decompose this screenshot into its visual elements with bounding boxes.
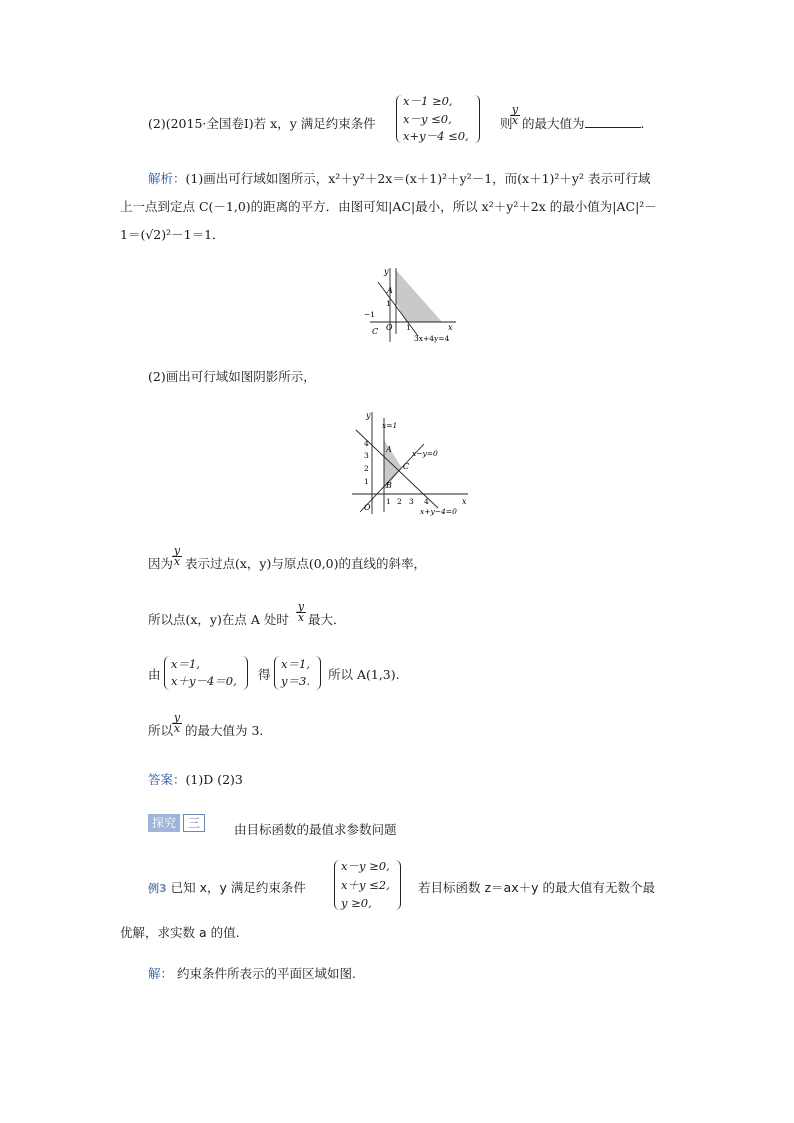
figure-2 (346, 408, 474, 518)
frac-num: y (297, 600, 305, 613)
label-O: O (386, 323, 393, 332)
section-badge-number: 三 (183, 814, 205, 832)
frac-den: x (511, 114, 519, 127)
solution-line-3: 1＝(√2)²－1＝1． (120, 227, 225, 242)
solution-3 (148, 966, 356, 982)
max-pre: 所以 (148, 723, 174, 738)
answer-text: (1)D (2)3 (185, 772, 243, 787)
solve-pre: 由 (148, 667, 161, 682)
fig2-label-B: B (386, 481, 392, 490)
reason-2-fraction (296, 602, 306, 623)
problem-2-fraction (510, 105, 520, 126)
reason-1-post: 表示过点(x，y)与原点(0,0)的直线的斜率， (185, 556, 426, 571)
fig2-label-A: A (386, 445, 392, 454)
ex-constraint-3: y ≥0, (341, 896, 372, 910)
max-post: 的最大值为 3. (185, 723, 264, 738)
example-constraints (334, 860, 401, 910)
reason-1-fraction (172, 546, 182, 567)
max-fraction (172, 713, 182, 734)
part-2-text: (2)画出可行域如图阴影所示， (148, 369, 316, 384)
frac-num: y (173, 711, 181, 724)
sys2-row-1: x＝1, (281, 657, 310, 671)
sys1-row-1: x＝1, (171, 657, 200, 671)
problem-2-mid: 则 (500, 116, 513, 131)
label-1y: 1 (386, 299, 391, 308)
fig2-label-x1: x=1 (382, 421, 398, 430)
frac-num: y (511, 103, 519, 116)
example-line-1 (148, 880, 306, 897)
frac-den: x (297, 611, 305, 624)
label-A: A (387, 286, 393, 295)
tick-x4: 4 (424, 497, 429, 506)
fig2-label-O: O (364, 503, 371, 512)
tick-y2: 2 (364, 464, 369, 473)
tick-y4: 4 (364, 439, 369, 448)
example-line-2: 优解，求实数 a 的值. (120, 925, 240, 940)
answer-line (148, 772, 243, 788)
label-y: y (384, 267, 389, 276)
frac-den: x (173, 555, 181, 568)
feasible-region-1 (396, 270, 442, 322)
tick-y1: 1 (364, 477, 369, 486)
fig2-label-xy0: x−y=0 (412, 449, 438, 458)
example-icon: 例3 (148, 882, 167, 895)
example-pre: 已知 x，y 满足约束条件 (170, 880, 306, 895)
answer-blank (585, 117, 641, 128)
reason-1-pre: 因为 (148, 556, 174, 571)
solution-3-label: 解： (148, 966, 174, 981)
label-minus1: −1 (364, 310, 376, 319)
suffix-text: 的最大值为 (522, 116, 585, 131)
reason-2-pre: 所以点(x，y)在点 A 处时 (148, 612, 289, 627)
solve-mid: 得 (258, 667, 271, 682)
solution-label: 解析： (148, 171, 186, 186)
constraint-1: x－1 ≥0, (403, 94, 453, 108)
section-badge (148, 814, 205, 832)
problem-2-prefix: (2)(2015·全国卷Ⅰ)若 x，y 满足约束条件 (148, 116, 376, 131)
sys2-row-2: y＝3. (281, 674, 310, 688)
tick-x1: 1 (386, 497, 391, 506)
solution-3-text: 约束条件所表示的平面区域如图. (177, 966, 356, 981)
example-post: 若目标函数 z＝ax＋y 的最大值有无数个最 (418, 880, 655, 895)
label-C: C (372, 327, 379, 336)
frac-num: y (173, 544, 181, 557)
solve-system-2 (274, 656, 321, 690)
sys1-row-2: x＋y－4＝0, (171, 674, 237, 688)
solution-line-2: 上一点到定点 C(－1,0)的距离的平方．由图可知|AC|最小，所以 x²＋y²＋2x 的最小值为|AC|²－ (120, 199, 657, 214)
fig2-label-xy4: x+y−4=0 (420, 507, 457, 516)
frac-den: x (173, 722, 181, 735)
answer-label: 答案： (148, 772, 186, 787)
ex-constraint-2: x＋y ≤2, (341, 877, 390, 892)
label-line: 3x+4y=4 (414, 334, 450, 343)
constraint-3: x+y－4 ≤0, (403, 129, 469, 143)
label-x: x (448, 323, 453, 332)
figure-1 (360, 262, 460, 344)
reason-2-post: 最大． (308, 612, 346, 627)
fig2-label-C: C (403, 462, 410, 471)
solve-system-1 (164, 656, 248, 690)
label-1x: 1 (406, 323, 411, 332)
section-badge-label: 探究 (148, 814, 180, 832)
problem-2-suffix (522, 116, 645, 132)
solution-line-1 (148, 171, 650, 187)
solution-text-1: (1)画出可行域如图所示，x²＋y²＋2x＝(x＋1)²＋y²－1，而(x＋1)²＋y² 表示可行域 (185, 171, 651, 186)
section-title: 由目标函数的最值求参数问题 (234, 822, 397, 837)
tick-x3: 3 (409, 497, 414, 506)
solve-post: 所以 A(1,3). (328, 667, 400, 682)
fig2-label-y: y (366, 411, 371, 420)
ex-constraint-1: x－y ≥0, (341, 859, 390, 873)
constraint-2: x－y ≤0, (403, 111, 452, 126)
problem-2-constraints (396, 95, 480, 143)
tick-x2: 2 (397, 497, 402, 506)
end-dot: . (640, 116, 645, 131)
tick-y3: 3 (364, 451, 369, 460)
fig2-label-x: x (462, 497, 467, 506)
